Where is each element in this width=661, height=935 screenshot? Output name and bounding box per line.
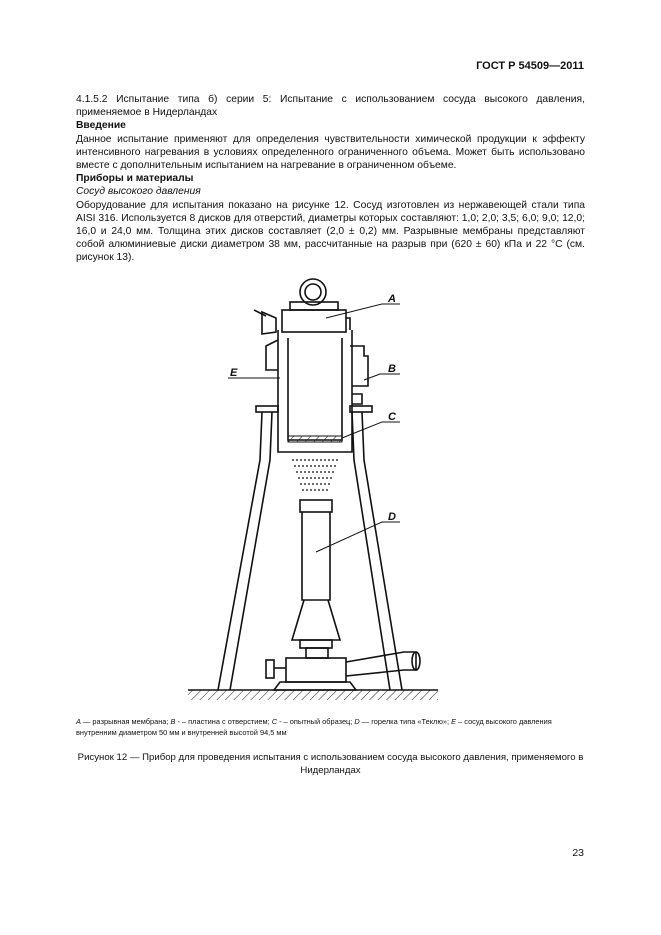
label-c: C <box>388 411 396 423</box>
figure-caption: Рисунок 12 — Прибор для проведения испытания с использованием сосуда высокого давления, применяемого в Нидерландах <box>77 752 584 776</box>
sample-layer <box>288 436 342 442</box>
page-number: 23 <box>572 847 584 859</box>
legend-key-a: A <box>76 717 81 726</box>
label-b: B <box>388 363 396 375</box>
intro-heading: Введение <box>76 120 126 132</box>
section-title: 4.1.5.2 Испытание типа б) серии 5: Испытание с использованием сосуда высокого давления, применяемое в Нидерландах <box>76 94 585 119</box>
vessel-heading: Сосуд высокого давления <box>76 186 201 198</box>
legend-key-b: B <box>170 717 176 726</box>
equipment-paragraph: Оборудование для испытания показано на рисунке 12. Сосуд изготовлен из нержавеющей стали типа AISI 316. Используется 8 дисков для отверстий, диаметры которых составляют: 1,0; 2,0; 3,5; 6,0; 9,0; 12,0; 16,0 и 24,0 мм. Толщина этих дисков составляет (2,0 ± 0,2) мм. Разрывные мембраны представляют собой алюминиевые диски диаметром 38 мм, рассчитанные на разрыв при (620 ± 60) кПа и 22 °С (см. рисунок 13). <box>76 199 585 264</box>
legend-text-a: — разрывная мембрана; <box>80 717 171 726</box>
ground-hatching <box>188 690 438 700</box>
label-d: D <box>388 511 396 523</box>
legend-key-e: E <box>451 717 457 726</box>
flame-dashes <box>292 460 338 490</box>
intro-paragraph: Данное испытание применяют для определения чувствительности химической продукции к эффекту интенсивного нагревания в условиях определенного ограниченного объема. Может быть использовано вместе с дополнительным испытанием на нагревание в ограниченном объеме. <box>76 133 585 172</box>
legend-key-c: C <box>271 717 278 726</box>
label-a: A <box>388 293 396 305</box>
legend-text-b: - – пластина с отверстием; <box>175 717 272 726</box>
label-leaders <box>228 304 400 552</box>
legend-text-e: – сосуд высокого давления внутренним диаметром 50 мм и внутренней высотой 94,5 мм <box>76 717 552 737</box>
figure-legend <box>76 716 586 738</box>
legend-key-d: D <box>354 717 360 726</box>
label-e: E <box>230 367 238 379</box>
document-header: ГОСТ Р 54509—2011 <box>476 60 584 72</box>
materials-heading: Приборы и материалы <box>76 173 194 185</box>
legend-text-d: — горелка типа «Теклю»; <box>359 717 452 726</box>
legend-text-c: - – опытный образец; <box>277 717 355 726</box>
